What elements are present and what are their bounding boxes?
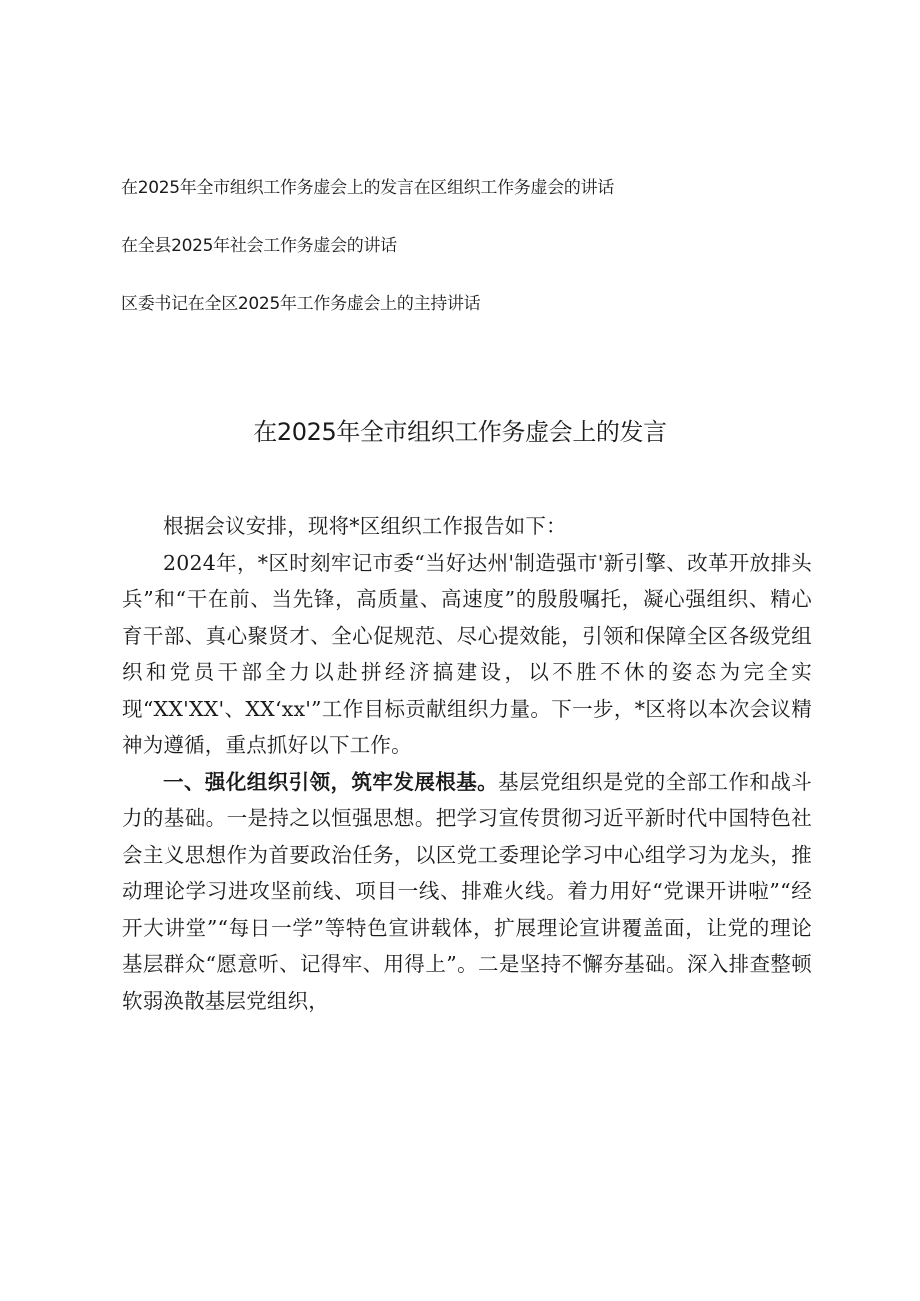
related-article-3: 区委书记在全区2025年工作务虚会上的主持讲话 — [121, 294, 481, 314]
related-articles-list — [121, 176, 821, 350]
paragraph-text: 根据会议安排，现将*区组织工作报告如下： — [163, 514, 567, 538]
related-article-2: 在全县2025年社会工作务虚会的讲话 — [121, 236, 397, 256]
paragraph-text: 2024年，*区时刻牢记市委“当好达州'制造强市'新引擎、改革开放排头兵”和“干在前、当先锋，高质量、高速度”的殷殷嘱托，凝心强组织、精心育干部、真心聚贤才、全心促规范、尽心提效能，引领和保障全区各级党组织和党员干部全力以赴拼经济搞建设，以不胜不休的姿态为完全实现“XX'XX'、XX‘xx'”工作目标贡献组织力量。下一步，*区将以本次会议精神为遵循，重点抓好以下工作。 — [122, 550, 812, 757]
paragraph-text: 基层党组织是党的全部工作和战斗力的基础。一是持之以恒强思想。把学习宣传贯彻习近平新时代中国特色社会主义思想作为首要政治任务，以区党工委理论学习中心组学习为龙头，推动理论学习进攻坚前线、项目一线、排难火线。着力用好“党课开讲啦”“经开大讲堂”“每日一学”等特色宣讲载体，扩展理论宣讲覆盖面，让党的理论基层群众“愿意听、记得牢、用得上”。二是坚持不懈夯基础。深入排查整顿软弱涣散基层党组织， — [122, 769, 812, 1013]
document-title: 在2025年全市组织工作务虚会上的发言 — [253, 418, 667, 446]
paragraph-3 — [122, 764, 812, 1020]
paragraph-2 — [122, 545, 812, 764]
related-article-1: 在2025年全市组织工作务虚会上的发言在区组织工作务虚会的讲话 — [121, 178, 614, 198]
paragraph-1 — [122, 508, 812, 545]
paragraph-lead: 一、强化组织引领，筑牢发展根基。 — [163, 769, 499, 794]
document-body — [122, 508, 812, 1019]
